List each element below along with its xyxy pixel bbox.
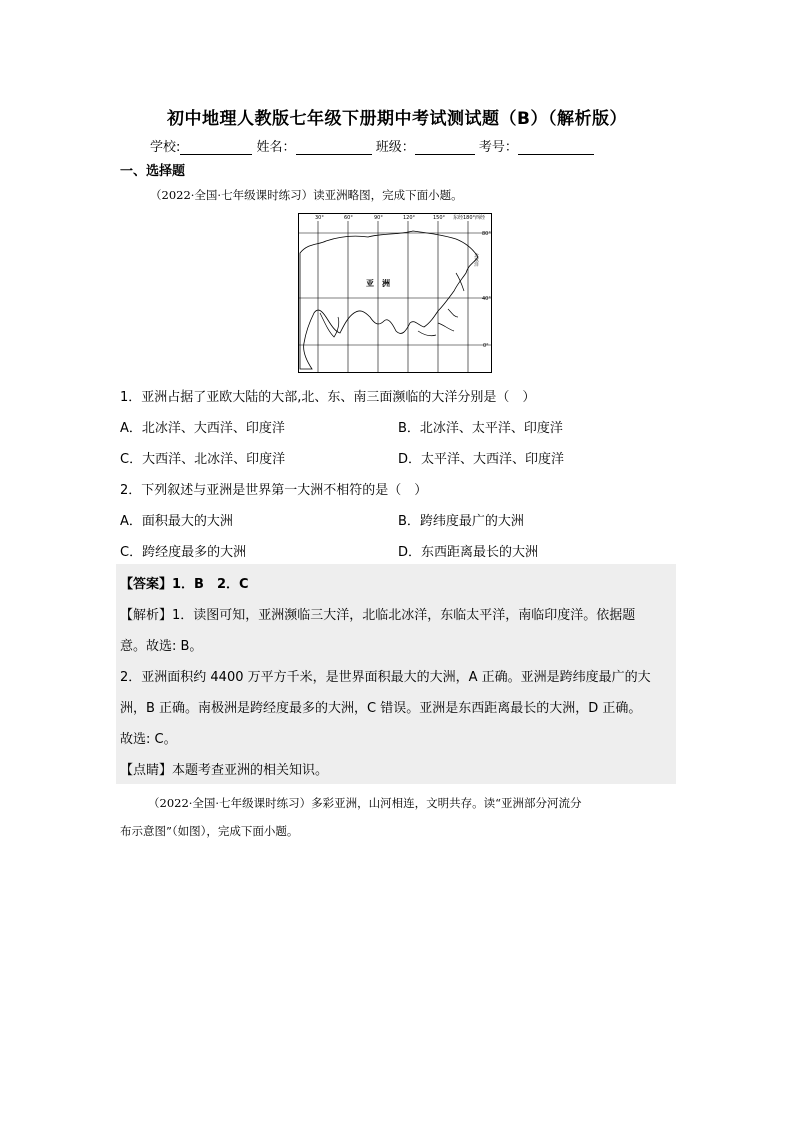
lon-label-120: 120°: [403, 215, 416, 221]
lon-label-90: 90°: [374, 215, 383, 221]
material-intro-2-line-1: （2022·全国·七年级课时练习）多彩亚洲，山河相连，文明共存。读“亚洲部分河流分: [148, 796, 582, 810]
material-intro-1: （2022·全国·七年级课时练习）读亚洲略图，完成下面小题。: [150, 188, 463, 202]
name-label: 姓名：: [256, 140, 296, 155]
analysis-1-line-1: 【解析】1．读图可知，亚洲濒临三大洋，北临北冰洋，东临太平洋，南临印度洋。依据题: [120, 608, 636, 623]
answer-line: 【答案】1．B 2．C: [120, 577, 249, 592]
asia-sketch-map: [298, 213, 492, 373]
lat-label-0: 0°: [483, 343, 489, 349]
question-1-option-a: A．北冰洋、大西洋、印度洋: [120, 421, 285, 436]
student-info-line: [150, 136, 594, 155]
question-2-stem: 2．下列叙述与亚洲是世界第一大洲不相符的是（ ）: [120, 483, 428, 498]
lon-label-60: 60°: [344, 215, 353, 221]
lat-label-40: 40°: [482, 296, 491, 302]
question-1-option-b: B．北冰洋、太平洋、印度洋: [398, 421, 563, 436]
question-2-option-c: C．跨经度最多的大洲: [120, 545, 247, 560]
lon-label-180: 东经180°西经: [453, 215, 486, 221]
question-1-option-d: D．太平洋、大西洋、印度洋: [398, 452, 565, 467]
dianjing-line: 【点睛】本题考查亚洲的相关知识。: [120, 763, 329, 778]
page-title: 初中地理人教版七年级下册期中考试测试题（B）（解析版）: [167, 109, 627, 129]
question-2-option-a: A．面积最大的大洲: [120, 514, 233, 529]
map-side-label: 北冰洋: [473, 253, 479, 267]
asia-label: 亚 洲: [366, 279, 390, 288]
question-2-option-d: D．东西距离最长的大洲: [398, 545, 539, 560]
question-1-stem: 1．亚洲占据了亚欧大陆的大部,北、东、南三面濒临的大洋分别是（ ）: [120, 390, 536, 405]
lon-label-30: 30°: [315, 215, 324, 221]
exam-no-label: 考号：: [478, 140, 518, 155]
analysis-2-line-3: 故选: C。: [120, 732, 177, 747]
exam-no-blank[interactable]: [518, 140, 594, 155]
analysis-1-line-2: 意。故选: B。: [120, 639, 203, 654]
lon-label-150: 150°: [433, 215, 446, 221]
analysis-2-line-2: 洲，B 正确。南极洲是跨经度最多的大洲，C 错误。亚洲是东西距离最长的大洲，D 正确。: [120, 701, 642, 716]
question-2-option-b: B．跨纬度最广的大洲: [398, 514, 524, 529]
lat-label-80: 80°: [482, 231, 491, 237]
school-label: 学校:: [150, 140, 181, 155]
analysis-2-line-1: 2．亚洲面积约 4400 万平方千米，是世界面积最大的大洲，A 正确。亚洲是跨纬度最广的大: [120, 670, 651, 685]
material-intro-2-line-2: 布示意图”（如图），完成下面小题。: [120, 824, 299, 838]
class-blank[interactable]: [415, 140, 475, 155]
school-blank[interactable]: [180, 140, 252, 155]
question-1-option-c: C．大西洋、北冰洋、印度洋: [120, 452, 286, 467]
name-blank[interactable]: [296, 140, 372, 155]
class-label: 班级：: [375, 140, 415, 155]
section-title: 一、选择题: [120, 164, 186, 179]
